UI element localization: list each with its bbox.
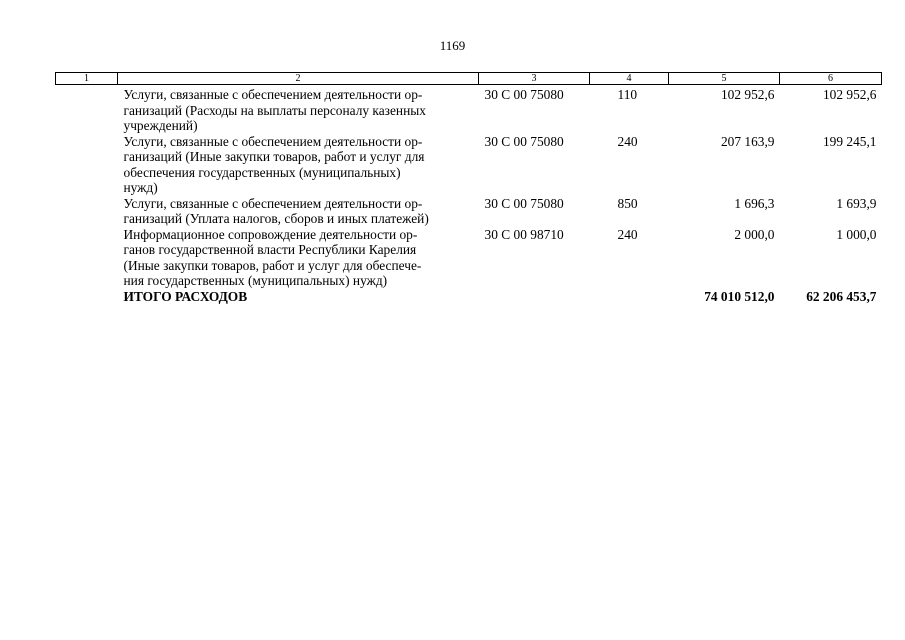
expense-type-code-cell: 850: [617, 195, 638, 211]
column-number-header: 2: [118, 73, 479, 85]
column-number-header: 1: [56, 73, 118, 85]
expense-name-cell: [118, 85, 479, 134]
target-article-code-cell: 30 С 00 75080: [484, 195, 564, 211]
expense-type-code-cell: 240: [617, 226, 638, 242]
expense-name-line: ганов государственной власти Республики Карелия: [123, 242, 417, 257]
total-amount-year1: 74 010 512,0: [704, 288, 775, 304]
total-row: [56, 289, 882, 305]
table-row: [56, 227, 882, 289]
budget-table: [55, 72, 882, 304]
empty-cell: [590, 289, 669, 305]
expense-name-line: Услуги, связанные с обеспечением деятельности ор-: [123, 87, 423, 102]
target-article-code-cell: 30 С 00 75080: [484, 133, 564, 149]
expense-name-cell: [118, 196, 479, 227]
expense-name-line: Услуги, связанные с обеспечением деятельности ор-: [123, 195, 423, 211]
total-amount-year2: 62 206 453,7: [806, 288, 877, 304]
table-row: [56, 85, 882, 134]
row-number-cell: [56, 289, 118, 305]
table-row: [56, 134, 882, 196]
target-article-code-cell: 30 С 00 75080: [484, 87, 564, 102]
expense-name-line: ния государственных (муниципальных) нужд): [123, 273, 388, 288]
expense-name-line: ганизаций (Уплата налогов, сборов и иных платежей): [123, 211, 429, 226]
column-number-header: 3: [479, 73, 590, 85]
amount-cell-year2: 102 952,6: [822, 87, 877, 102]
expense-name-line: ганизаций (Иные закупки товаров, работ и услуг для: [123, 149, 425, 164]
total-label: ИТОГО РАСХОДОВ: [123, 288, 248, 304]
table-row: [56, 196, 882, 227]
expense-name-line: учреждений): [123, 118, 198, 133]
column-number-header: 5: [669, 73, 780, 85]
expense-name-line: Услуги, связанные с обеспечением деятельности ор-: [123, 133, 423, 149]
expense-name-line: (Иные закупки товаров, работ и услуг для обеспече-: [123, 257, 422, 273]
amount-cell-year1: 207 163,9: [720, 133, 775, 149]
amount-cell-year1: 102 952,6: [720, 87, 775, 102]
expense-name-cell: [118, 227, 479, 289]
expense-type-code-cell: 110: [617, 87, 638, 102]
amount-cell-year1: 1 696,3: [734, 195, 775, 211]
expense-name-line: нужд): [123, 180, 158, 195]
row-number-cell: [56, 85, 118, 134]
amount-cell-year2: 199 245,1: [822, 133, 877, 149]
expense-name-cell: [118, 134, 479, 196]
expense-name-line: ганизаций (Расходы на выплаты персоналу казенных: [123, 102, 426, 118]
empty-cell: [479, 289, 590, 305]
expense-name-line: обеспечения государственных (муниципальных): [123, 164, 401, 180]
row-number-cell: [56, 227, 118, 289]
amount-cell-year2: 1 693,9: [836, 195, 877, 211]
amount-cell-year2: 1 000,0: [836, 226, 877, 242]
amount-cell-year1: 2 000,0: [734, 226, 775, 242]
expense-type-code-cell: 240: [617, 133, 638, 149]
row-number-cell: [56, 196, 118, 227]
target-article-code-cell: 30 С 00 98710: [484, 226, 564, 242]
page-number: 1169: [439, 38, 466, 53]
column-number-header: 4: [590, 73, 669, 85]
expense-name-line: Информационное сопровождение деятельности ор-: [123, 226, 418, 242]
column-number-header: 6: [780, 73, 882, 85]
column-number-header-row: [56, 73, 882, 85]
row-number-cell: [56, 134, 118, 196]
